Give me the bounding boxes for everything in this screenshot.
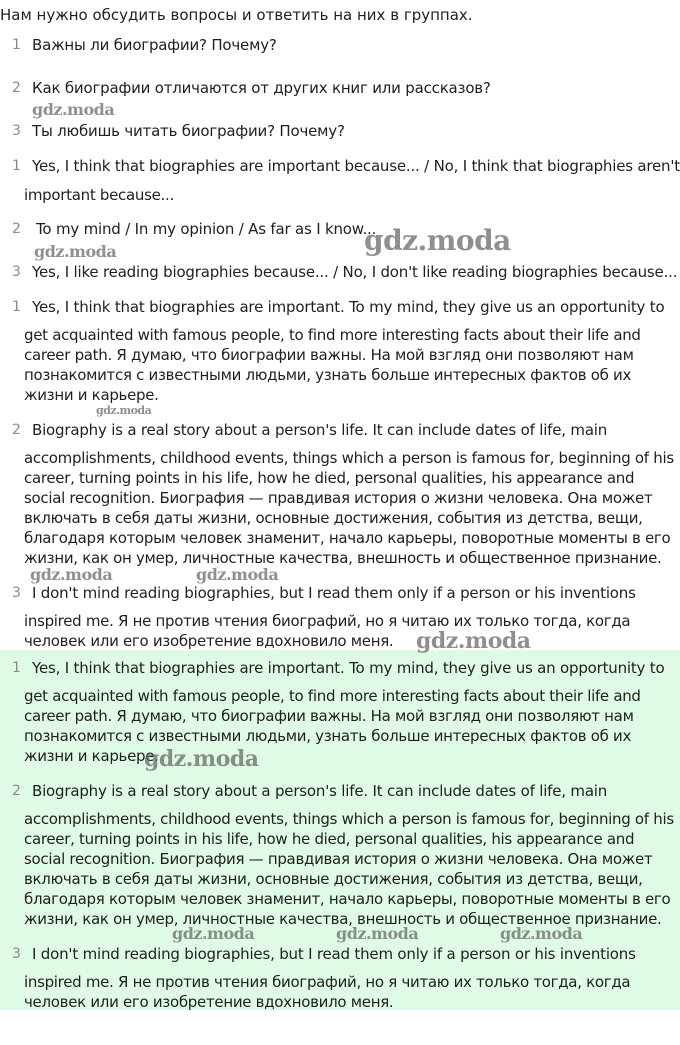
hint-text: Yes, I think that biographies are important because... / No, I think that biographies aren't — [32, 157, 680, 175]
answer-text: Yes, I think that biographies are important. To my mind, they give us an opportunity to — [32, 298, 665, 316]
watermark: gdz.moda — [416, 628, 531, 654]
hint-text: Yes, I like reading biographies because... / No, I don't like reading biographies because... — [32, 263, 678, 281]
item-number: 2 — [12, 80, 21, 96]
answer-text: I don't mind reading biographies, but I read them only if a person or his inventions — [32, 584, 636, 602]
question-text: Ты любишь читать биографии? Почему? — [32, 122, 345, 140]
highlighted-answers — [0, 650, 680, 1010]
hint-continuation: important because... — [24, 186, 174, 204]
task-instruction: Нам нужно обсудить вопросы и ответить на них в группах. — [0, 6, 473, 24]
item-number: 2 — [12, 783, 21, 799]
hint-text: To my mind / In my opinion / As far as I know... — [36, 220, 377, 238]
question-text: Как биографии отличаются от других книг или рассказов? — [32, 79, 491, 97]
item-number: 1 — [12, 660, 21, 676]
item-number: 3 — [12, 264, 21, 280]
answer-continuation: inspired me. Я не против чтения биографий, но я читаю их только тогда, когда человек или его изобретение вдохновило меня. — [24, 973, 631, 1011]
watermark: gdz.moda — [32, 100, 115, 119]
watermark: gdz.moda — [34, 242, 117, 261]
answer-text: Yes, I think that biographies are important. To my mind, they give us an opportunity to — [32, 659, 665, 677]
watermark: gdz.moda — [30, 565, 113, 584]
item-number: 1 — [12, 158, 21, 174]
item-number: 3 — [12, 123, 21, 139]
answer-continuation: get acquainted with famous people, to find more interesting facts about their life and career path. Я думаю, что биографии важны. На мой взгляд они позволяют нам познакомится с известными людьми, узнать больше интересных фактов об их жизни и карьере. — [24, 687, 641, 765]
answer-text: I don't mind reading biographies, but I read them only if a person or his inventions — [32, 945, 636, 963]
answer-continuation: accomplishments, childhood events, things which a person is famous for, beginning of his career, turning points in his life, how he died, personal qualities, his appearance and social recognition. Биография — правдивая история о жизни человека. Она может включать в себя даты жизни, основные достижения, события из детства, вещи, благодаря которым человек знаменит, начало карьеры, поворотные моменты в его жизни, как он умер, личностные качества, внешность и общественное признание. — [24, 810, 674, 928]
answer-continuation: get acquainted with famous people, to find more interesting facts about their life and career path. Я думаю, что биографии важны. На мой взгляд они позволяют нам познакомится с известными людьми, узнать больше интересных фактов об их жизни и карьере. — [24, 326, 641, 404]
item-number: 3 — [12, 585, 21, 601]
answer-text: Biography is a real story about a person's life. It can include dates of life, main — [32, 782, 608, 800]
answer-continuation: inspired me. Я не против чтения биографий, но я читаю их только тогда, когда человек или его изобретение вдохновило меня. — [24, 612, 631, 650]
item-number: 2 — [12, 422, 21, 438]
item-number: 1 — [12, 299, 21, 315]
item-number: 3 — [12, 946, 21, 962]
watermark: gdz.moda — [144, 746, 259, 772]
item-number: 1 — [12, 37, 21, 53]
watermark: gdz.moda — [172, 924, 255, 943]
watermark: gdz.moda — [364, 224, 511, 257]
watermark: gdz.moda — [196, 565, 279, 584]
watermark: gdz.moda — [96, 404, 152, 417]
question-text: Важны ли биографии? Почему? — [32, 36, 277, 54]
item-number: 2 — [12, 221, 21, 237]
watermark: gdz.moda — [500, 924, 583, 943]
answer-text: Biography is a real story about a person's life. It can include dates of life, main — [32, 421, 608, 439]
answer-continuation: accomplishments, childhood events, things which a person is famous for, beginning of his career, turning points in his life, how he died, personal qualities, his appearance and social recognition. Биография — правдивая история о жизни человека. Она может включать в себя даты жизни, основные достижения, события из детства, вещи, благодаря которым человек знаменит, начало карьеры, поворотные моменты в его жизни, как он умер, личностные качества, внешность и общественное признание. — [24, 449, 674, 567]
watermark: gdz.moda — [336, 924, 419, 943]
